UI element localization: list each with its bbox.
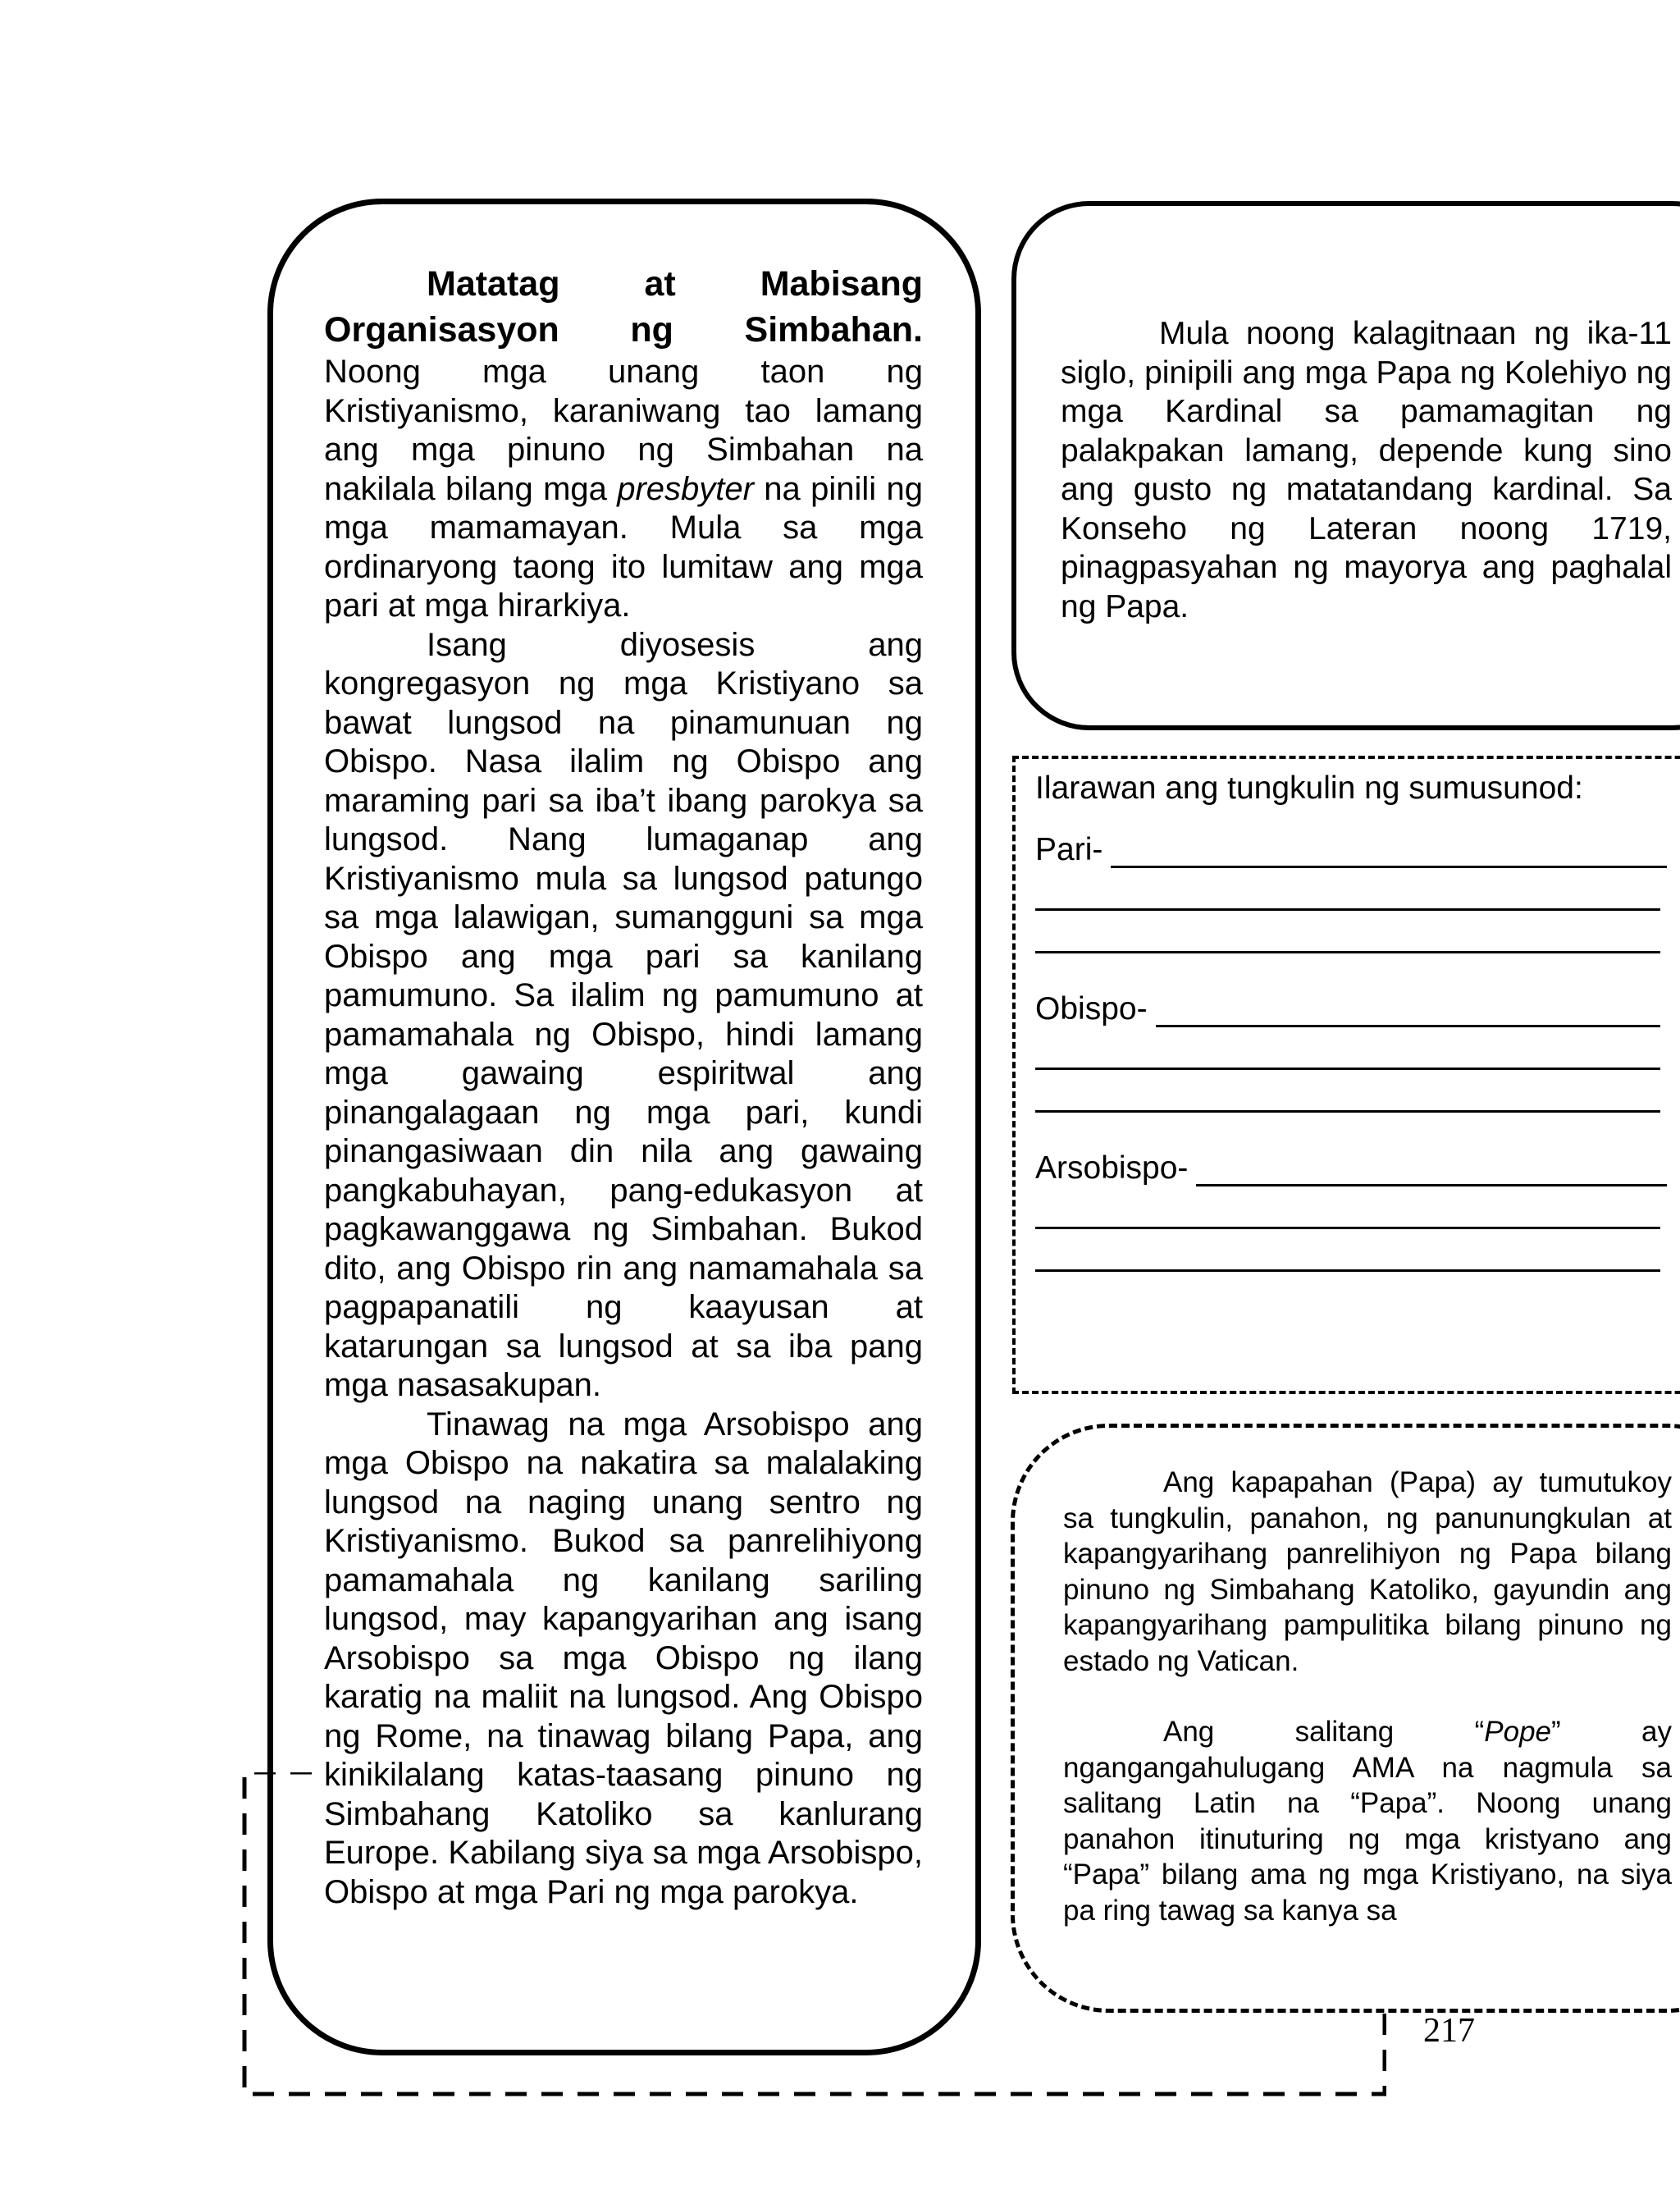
worksheet-item-pari (1035, 825, 1667, 953)
worksheet-item-obispo (1035, 985, 1667, 1113)
worksheet (1035, 770, 1667, 1303)
worksheet-prompt: Ilarawan ang tungkulin ng sumusunod: (1035, 770, 1583, 806)
papal-election-paragraph: Mula noong kalagitnaan ng ika-11 siglo, pinipili ang mga Papa ng Kolehiyo ng mga Kardinal sa pamamagitan ng palakpakan lamang, depende kung sino ang gusto ng matatandang kardinal. Sa Konseho ng Lateran noong 1719, pinagpasyahan ng mayorya ang paghalal ng Papa. (1061, 316, 1672, 624)
papacy-paragraph-2-text: Ang salitang “ (1163, 1716, 1485, 1748)
presbyter-term: presbyter (617, 470, 754, 507)
papal-election-text (1061, 314, 1672, 626)
main-article (324, 261, 923, 1912)
answer-line[interactable] (1035, 868, 1660, 911)
paragraph-1-text-end: na pinili ng mga mamamayan. Mula sa mga ordinaryong taong ito lumitaw ang mga pari at mga hirarkiya. (324, 470, 923, 624)
worksheet-label-arsobispo: Arsobispo- (1035, 1150, 1189, 1186)
dashed-connector (238, 1772, 1386, 2133)
worksheet-label-pari: Pari- (1035, 832, 1103, 867)
answer-line[interactable] (1035, 1027, 1660, 1070)
paragraph-1-text: Noong mga unang taon ng Kristiyanismo, karaniwang tao lamang ang mga pinuno ng Simbahan na nakilala bilang mga (324, 354, 923, 507)
page-number: 217 (1423, 2012, 1475, 2050)
answer-line[interactable] (1111, 834, 1667, 868)
answer-line[interactable] (1035, 911, 1660, 953)
answer-line[interactable] (1035, 1070, 1660, 1113)
answer-line[interactable] (1156, 994, 1660, 1027)
papacy-paragraph-1: Ang kapapahan (Papa) ay tumutukoy sa tungkulin, panahon, ng panunungkulan at kapangyarihang panrelihiyon ng Papa bilang pinuno ng Simbahang Katoliko, gayundin ang kapangyarihang pampulitika bilang pinuno ng estado ng Vatican. (1063, 1466, 1672, 1677)
worksheet-item-arsobispo (1035, 1144, 1667, 1272)
answer-line[interactable] (1035, 1229, 1660, 1272)
pope-term: Pope (1484, 1716, 1552, 1748)
article-paragraph-2: Isang diyosesis ang kongregasyon ng mga Kristiyano sa bawat lungsod na pinamunuan ng Obispo. Nasa ilalim ng Obispo ang maraming pari sa iba’t ibang parokya sa lungsod. Nang lumaganap ang Kristiyanismo mula sa lungsod patungo sa mga lalawigan, sumangguni sa mga Obispo ang mga pari sa kanilang pamumuno. Sa ilalim ng pamumuno at pamamahala ng Obispo, hindi lamang mga gawaing espiritwal ang pinangalagaan ng mga pari, kundi pinangasiwaan din nila ang gawaing pangkabuhayan, pang-edukasyon at pagkawanggawa ng Simbahan. Bukod dito, ang Obispo rin ang namamahala sa pagpapanatili ng kaayusan at katarungan sa lungsod at sa iba pang mga nasasakupan. (324, 626, 923, 1403)
worksheet-label-obispo: Obispo- (1035, 991, 1148, 1026)
article-title: Matatag at Mabisang Organisasyon ng Simbahan. (324, 264, 923, 350)
answer-line[interactable] (1035, 1186, 1660, 1229)
article-paragraph-1 (324, 353, 923, 626)
answer-line[interactable] (1196, 1153, 1667, 1186)
papacy-paragraph-2-text-end: ” ay ngangangahulugang AMA na nagmula sa salitang Latin na “Papa”. Noong unang panahon itinuturing ng mga kristyano ang “Papa” bilang ama ng mga Kristiyano, na siya pa ring tawag sa kanya sa (1063, 1716, 1672, 1927)
article-paragraph-3: Tinawag na mga Arsobispo ang mga Obispo na nakatira sa malalaking lungsod na naging unang sentro ng Kristiyanismo. Bukod sa panrelihiyong pamamahala ng kanilang sariling lungsod, may kapangyarihan ang isang Arsobispo sa mga Obispo ng ilang karatig na maliit na lungsod. Ang Obispo ng Rome, na tinawag bilang Papa, ang kinikilalang katas-taasang pinuno ng Simbahang Katoliko sa kanlurang Europe. Kabilang siya sa mga Arsobispo, Obispo at mga Pari ng mga parokya. (324, 1406, 923, 1910)
